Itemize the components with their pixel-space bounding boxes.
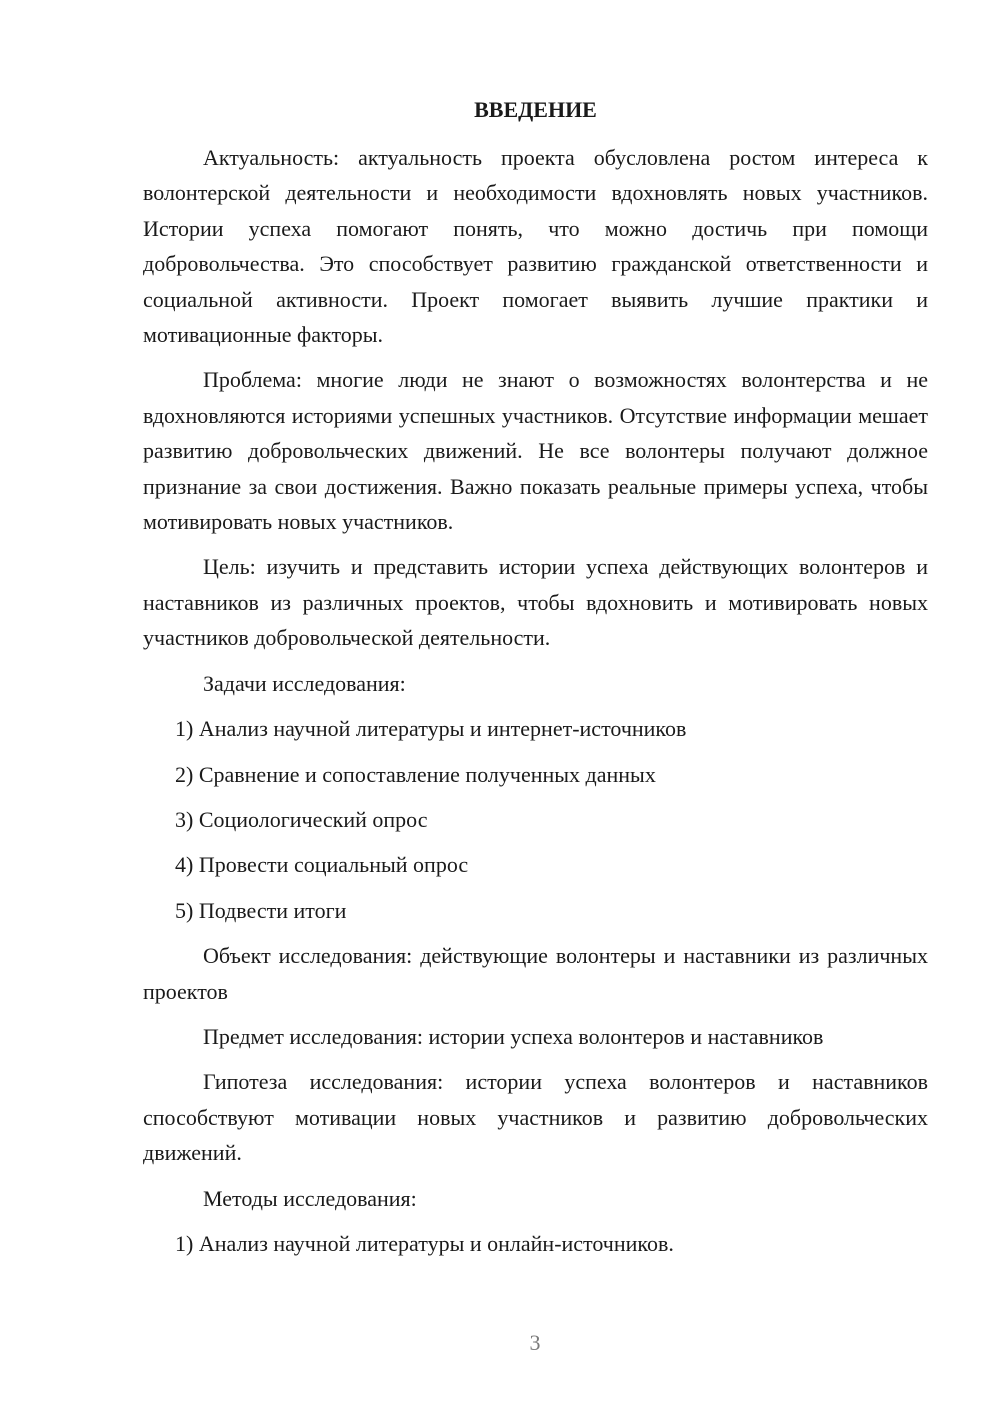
method-item: 1) Анализ научной литературы и онлайн-источников. — [175, 1230, 674, 1256]
hypothesis-paragraph: Гипотеза исследования: истории успеха волонтеров и наставников способствуют мотивации новых участников и развитию добровольческих движений. — [143, 1069, 928, 1166]
methods-heading: Методы исследования: — [203, 1185, 417, 1211]
relevance-paragraph: Актуальность: актуальность проекта обусловлена ростом интереса к волонтерской деятельности и необходимости вдохновлять новых участников. Истории успеха помогают понять, что можно достичь при помощи добровольчества. Это способствует развитию гражданской ответственности и социальной активности. Проект помогает выявить лучшие практики и мотивационные факторы. — [143, 145, 928, 348]
goal-paragraph: Цель: изучить и представить истории успеха действующих волонтеров и наставников из различных проектов, чтобы вдохновить и мотивировать новых участников добровольческой деятельности. — [143, 554, 928, 651]
subject-paragraph: Предмет исследования: истории успеха волонтеров и наставников — [203, 1023, 824, 1049]
task-item: 2) Сравнение и сопоставление полученных данных — [175, 761, 656, 787]
document-page — [143, 92, 928, 1271]
task-item: 4) Провести социальный опрос — [175, 852, 469, 878]
object-paragraph: Объект исследования: действующие волонтеры и наставники из различных проектов — [143, 943, 928, 1004]
task-item: 1) Анализ научной литературы и интернет-источников — [175, 716, 687, 742]
section-title: ВВЕДЕНИЕ — [474, 97, 597, 122]
problem-paragraph: Проблема: многие люди не знают о возможностях волонтерства и не вдохновляются историями успешных участников. Отсутствие информации мешает развитию добровольческих движений. Не все волонтеры получают должное признание за свои достижения. Важно показать реальные примеры успеха, чтобы мотивировать новых участников. — [143, 367, 928, 535]
page-number: 3 — [529, 1330, 541, 1355]
task-item: 5) Подвести итоги — [175, 897, 347, 923]
tasks-heading: Задачи исследования: — [203, 670, 406, 696]
task-item: 3) Социологический опрос — [175, 806, 428, 832]
